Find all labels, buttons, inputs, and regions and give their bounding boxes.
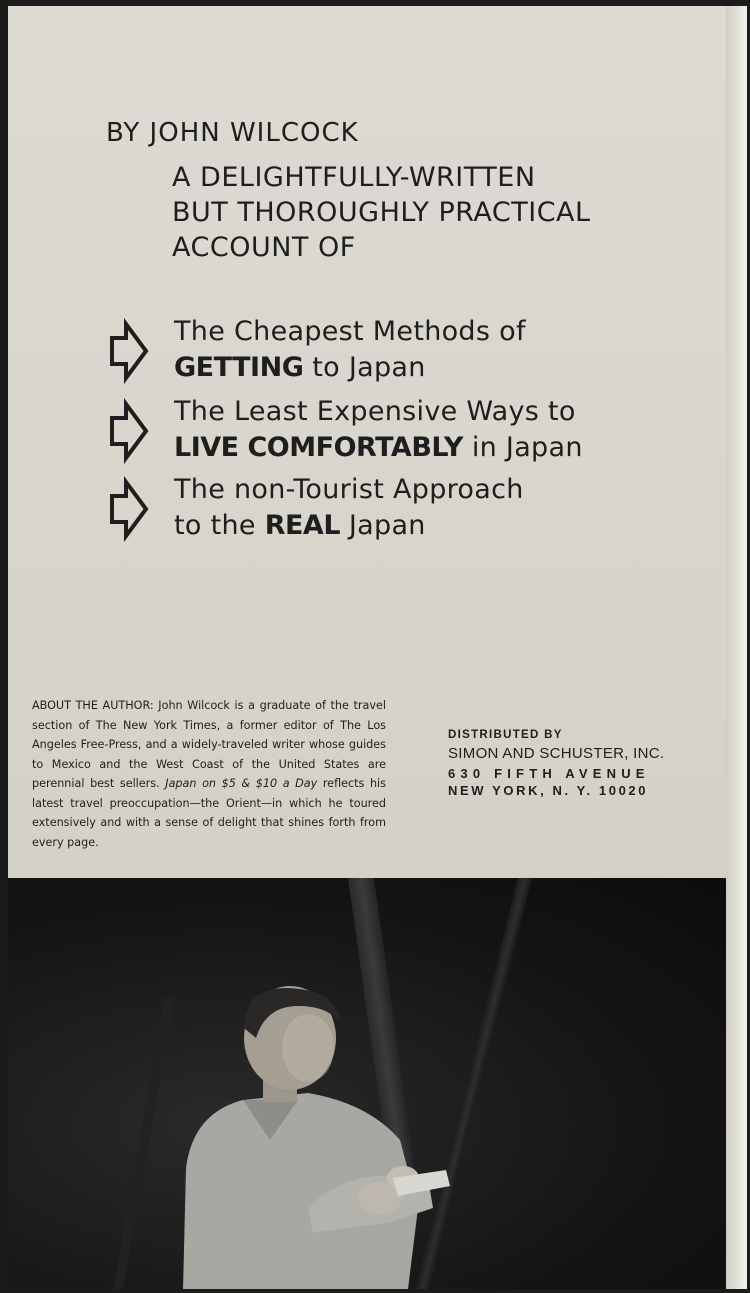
book-back-cover (8, 6, 747, 1289)
feature-rest: to Japan (303, 352, 426, 383)
distributor-block (448, 728, 664, 799)
distributor-label: DISTRIBUTED BY (448, 729, 563, 741)
arrow-icon (108, 398, 150, 464)
feature-bullet (108, 474, 524, 542)
feature-line (174, 350, 526, 386)
arrow-icon (108, 318, 150, 384)
author-figure (8, 878, 726, 1289)
feature-line: The Least Expensive Ways to (174, 396, 576, 427)
intro-line: BUT THOROUGHLY PRACTICAL (172, 197, 591, 228)
feature-line (174, 430, 583, 466)
feature-emphasis: REAL (264, 510, 341, 541)
book-title: Japan on $5 & $10 a Day (165, 777, 318, 790)
cover-edge (726, 6, 744, 1289)
author-byline: BY JOHN WILCOCK (106, 118, 359, 148)
publisher-city: NEW YORK, N. Y. 10020 (448, 783, 649, 798)
feature-pre: to the (174, 510, 265, 541)
publisher-name: SIMON AND SCHUSTER, INC. (448, 745, 665, 762)
about-text: reflects his latest travel preoccupation—the Orient—in which he toured extensively and with a sense of delight that shines forth from every page. (32, 777, 386, 849)
feature-rest: in Japan (462, 432, 583, 463)
author-photo (8, 878, 726, 1289)
feature-text (174, 472, 524, 544)
intro-line: ACCOUNT OF (172, 232, 356, 263)
feature-bullet (108, 316, 526, 384)
publisher-street: 630 FIFTH AVENUE (448, 766, 650, 781)
intro-text (172, 160, 591, 265)
feature-text (174, 314, 526, 386)
feature-line (174, 508, 524, 544)
about-author (32, 696, 386, 852)
arrow-icon (108, 476, 150, 542)
feature-line: The non-Tourist Approach (174, 474, 524, 505)
feature-emphasis: LIVE COMFORTABLY (174, 432, 463, 463)
feature-emphasis: GETTING (174, 352, 304, 383)
feature-bullet (108, 396, 583, 464)
feature-line: The Cheapest Methods of (174, 316, 526, 347)
about-label: ABOUT THE AUTHOR: (32, 699, 154, 712)
intro-line: A DELIGHTFULLY-WRITTEN (172, 162, 536, 193)
feature-rest: Japan (340, 510, 426, 541)
feature-text (174, 394, 583, 466)
about-text: John Wilcock is a graduate of the travel section of The New York Times, a former editor of The Los Angeles Free-Press, and a widely-traveled writer whose guides to Mexico and the West Coast of the United States are perennial best sellers. (32, 699, 387, 790)
